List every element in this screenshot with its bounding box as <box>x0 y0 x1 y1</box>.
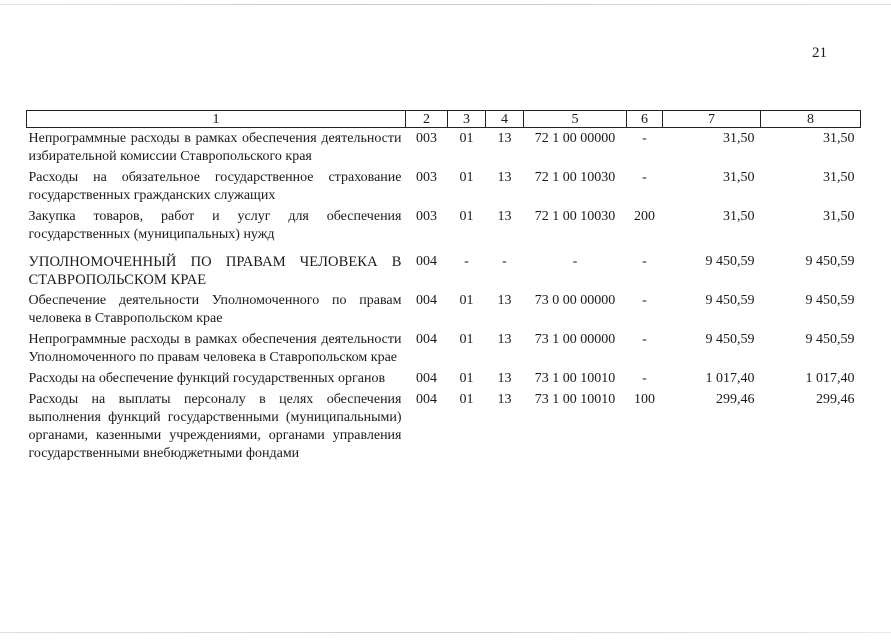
header-col-8: 8 <box>761 111 861 128</box>
row-amount-2: 299,46 <box>816 392 855 407</box>
row-section: 01 <box>459 332 474 347</box>
page-number: 21 <box>812 45 827 61</box>
row-ministry-code: 004 <box>416 293 437 308</box>
table-row <box>27 167 861 206</box>
row-amount-2: 1 017,40 <box>805 371 855 386</box>
header-col-6: 6 <box>627 111 663 128</box>
row-amount-1: 9 450,59 <box>705 293 755 308</box>
row-name: Закупка товаров, работ и услуг для обеспечения государственных (муниципальных) нужд <box>28 209 402 242</box>
row-name: Расходы на обеспечение функций государственных органов <box>28 371 386 386</box>
row-section: 01 <box>459 170 474 185</box>
row-expense-type: - <box>642 254 647 269</box>
row-expense-type: - <box>642 131 647 146</box>
table-body <box>27 128 861 465</box>
row-subsection: 13 <box>497 332 512 347</box>
row-ministry-code: 003 <box>416 209 437 224</box>
row-ministry-code: 004 <box>416 371 437 386</box>
header-col-3: 3 <box>448 111 486 128</box>
header-col-7: 7 <box>663 111 761 128</box>
table-header <box>27 111 861 128</box>
row-section: 01 <box>459 392 474 407</box>
row-ministry-code: 004 <box>416 332 437 347</box>
row-expense-type: 100 <box>634 392 655 407</box>
row-expense-type: - <box>642 170 647 185</box>
row-subsection: 13 <box>497 371 512 386</box>
table-row <box>27 368 861 389</box>
row-expense-type: - <box>642 332 647 347</box>
row-target-article: - <box>572 254 578 269</box>
table-row <box>27 128 861 168</box>
row-section: 01 <box>459 371 474 386</box>
budget-table <box>26 110 861 464</box>
row-target-article: 72 1 00 10030 <box>534 209 616 224</box>
table-row <box>27 251 861 290</box>
row-amount-1: 9 450,59 <box>705 332 755 347</box>
row-ministry-code: 003 <box>416 131 437 146</box>
header-col-2: 2 <box>406 111 448 128</box>
header-row <box>27 111 861 128</box>
row-amount-1: 1 017,40 <box>705 371 755 386</box>
row-expense-type: 200 <box>634 209 655 224</box>
row-amount-1: 9 450,59 <box>705 254 755 269</box>
header-col-1: 1 <box>27 111 406 128</box>
row-section: - <box>464 254 469 269</box>
row-section: 01 <box>459 293 474 308</box>
row-target-article: 72 1 00 10030 <box>534 170 616 185</box>
row-ministry-code: 004 <box>416 392 437 407</box>
row-expense-type: - <box>642 371 647 386</box>
row-subsection: 13 <box>497 392 512 407</box>
row-amount-2: 9 450,59 <box>805 293 855 308</box>
row-ministry-code: 004 <box>416 254 437 269</box>
row-expense-type: - <box>642 293 647 308</box>
row-name: Непрограммные расходы в рамках обеспечения деятельности Уполномоченного по правам человека в Ставропольском крае <box>28 332 402 365</box>
row-amount-2: 9 450,59 <box>805 254 855 269</box>
row-amount-2: 31,50 <box>823 170 855 185</box>
row-name: Непрограммные расходы в рамках обеспечения деятельности избирательной комиссии Ставропольского края <box>28 131 402 164</box>
row-amount-1: 299,46 <box>716 392 755 407</box>
row-amount-1: 31,50 <box>723 209 755 224</box>
row-amount-1: 31,50 <box>723 131 755 146</box>
table-row <box>27 389 861 464</box>
row-section: 01 <box>459 209 474 224</box>
header-col-4: 4 <box>486 111 524 128</box>
row-name: Обеспечение деятельности Уполномоченного по правам человека в Ставропольском крае <box>28 293 402 326</box>
row-subsection: 13 <box>497 293 512 308</box>
scan-edge-top <box>0 4 891 5</box>
row-target-article: 73 0 00 00000 <box>534 293 616 308</box>
row-subsection: 13 <box>497 170 512 185</box>
table-row <box>27 329 861 368</box>
table-row <box>27 206 861 245</box>
row-name: УПОЛНОМОЧЕННЫЙ ПО ПРАВАМ ЧЕЛОВЕКА В СТАВРОПОЛЬСКОМ КРАЕ <box>28 254 402 288</box>
table-row <box>27 290 861 329</box>
row-amount-2: 31,50 <box>823 209 855 224</box>
row-amount-1: 31,50 <box>723 170 755 185</box>
row-ministry-code: 003 <box>416 170 437 185</box>
row-subsection: 13 <box>497 131 512 146</box>
row-target-article: 73 1 00 10010 <box>534 392 616 407</box>
row-target-article: 73 1 00 00000 <box>534 332 616 347</box>
row-target-article: 73 1 00 10010 <box>534 371 616 386</box>
scan-edge-bottom <box>0 632 891 633</box>
row-subsection: - <box>502 254 507 269</box>
row-amount-2: 9 450,59 <box>805 332 855 347</box>
row-name: Расходы на выплаты персоналу в целях обеспечения выполнения функций государственными (муниципальными) органами, казенными учреждениями, органами управления государственными внебюджетными фондами <box>28 392 402 461</box>
header-col-5: 5 <box>524 111 627 128</box>
row-target-article: 72 1 00 00000 <box>534 131 616 146</box>
row-name: Расходы на обязательное государственное страхование государственных гражданских служащих <box>28 170 402 203</box>
row-subsection: 13 <box>497 209 512 224</box>
row-section: 01 <box>459 131 474 146</box>
row-amount-2: 31,50 <box>823 131 855 146</box>
